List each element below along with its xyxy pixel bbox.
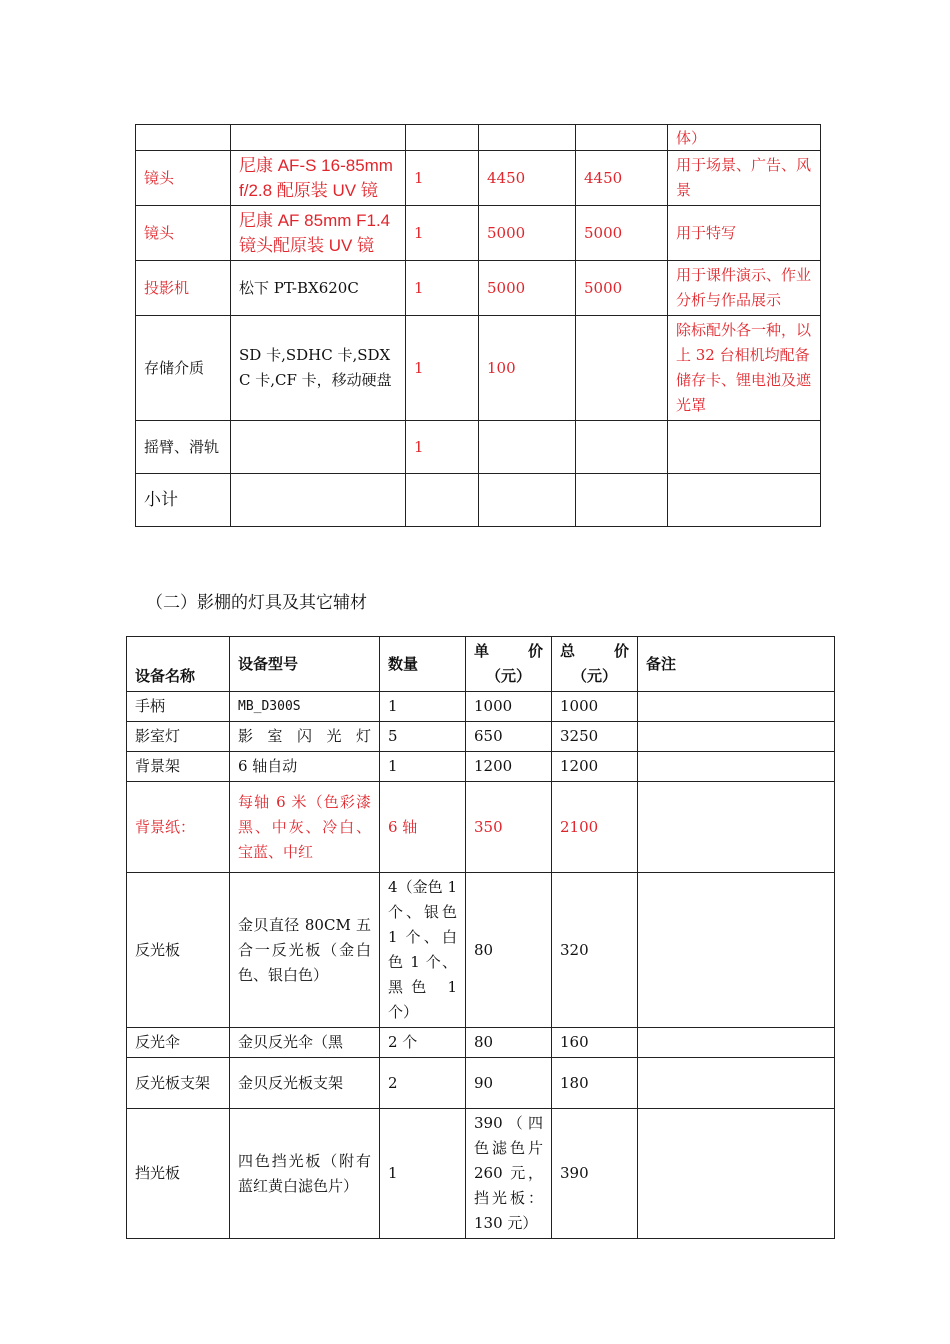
cell-note: 体）: [668, 125, 821, 151]
table-row: [136, 151, 821, 206]
cell-model: 尼康 AF 85mm F1.4 镜头配原装 UV 镜: [231, 206, 406, 261]
cell-name: 投影机: [136, 261, 231, 316]
cell-name: 反光伞: [127, 1028, 230, 1058]
cell-qty: 1: [406, 421, 479, 474]
cell-total: 1200: [552, 752, 638, 782]
cell-price: [479, 421, 576, 474]
cell-total: 5000: [576, 206, 668, 261]
cell-qty: 1: [406, 316, 479, 421]
cell-qty: 1: [380, 1109, 466, 1239]
cell-total: 4450: [576, 151, 668, 206]
table-row: [136, 206, 821, 261]
table-row: [136, 125, 821, 151]
cell-note: [638, 1028, 835, 1058]
table-row: [136, 261, 821, 316]
cell-qty: 6 轴: [380, 782, 466, 873]
cell-name: [136, 125, 231, 151]
cell-model: 松下 PT-BX620C: [231, 261, 406, 316]
cell-note: [638, 873, 835, 1028]
cell-price: 650: [466, 722, 552, 752]
table-row: [127, 1109, 835, 1239]
cell-model: 金贝反光板支架: [230, 1058, 380, 1109]
cell-qty: 1: [406, 151, 479, 206]
table-row: [127, 873, 835, 1028]
cell-price: 90: [466, 1058, 552, 1109]
cell-price: 350: [466, 782, 552, 873]
cell-model: MB_D300S: [230, 692, 380, 722]
cell-qty: 1: [380, 752, 466, 782]
cell-total: 5000: [576, 261, 668, 316]
cell-qty: 4（金色 1 个、银色 1 个、白色 1 个、黑色 1 个）: [380, 873, 466, 1028]
cell-qty: 5: [380, 722, 466, 752]
cell-model: SD 卡,SDHC 卡,SDXC 卡,CF 卡，移动硬盘: [231, 316, 406, 421]
cell-qty: 1: [406, 261, 479, 316]
header-total: 总 价 （元）: [552, 637, 638, 692]
cell-name: 背景纸：: [127, 782, 230, 873]
cell-total: 390: [552, 1109, 638, 1239]
cell-total: 160: [552, 1028, 638, 1058]
cell-qty: 2 个: [380, 1028, 466, 1058]
cell-price: 5000: [479, 206, 576, 261]
cell-total: 1000: [552, 692, 638, 722]
cell-name: 挡光板: [127, 1109, 230, 1239]
cell-name: 反光板支架: [127, 1058, 230, 1109]
cell-total: [576, 474, 668, 527]
cell-qty: [406, 474, 479, 527]
table-row: [127, 782, 835, 873]
cell-note: [638, 692, 835, 722]
cell-total: [576, 125, 668, 151]
header-model: 设备型号: [230, 637, 380, 692]
table-row: [127, 722, 835, 752]
cell-note: 用于课件演示、作业分析与作品展示: [668, 261, 821, 316]
cell-model: [231, 421, 406, 474]
cell-note: 除标配外各一种，以上 32 台相机均配备储存卡、锂电池及遮光罩: [668, 316, 821, 421]
cell-note: [668, 474, 821, 527]
cell-model: 金贝反光伞（黑: [230, 1028, 380, 1058]
cell-name: 影室灯: [127, 722, 230, 752]
cell-price: [479, 125, 576, 151]
cell-name: 手柄: [127, 692, 230, 722]
cell-qty: 1: [380, 692, 466, 722]
table-row: [136, 316, 821, 421]
cell-total: [576, 316, 668, 421]
cell-name: 小计: [136, 474, 231, 527]
cell-model: [231, 474, 406, 527]
cell-note: [638, 782, 835, 873]
cell-qty: 2: [380, 1058, 466, 1109]
table-row: [127, 752, 835, 782]
cell-model: 四色挡光板（附有蓝红黄白滤色片）: [230, 1109, 380, 1239]
cell-name: 反光板: [127, 873, 230, 1028]
cell-total: 2100: [552, 782, 638, 873]
cell-model: 金贝直径 80CM 五合一反光板（金白色、银白色）: [230, 873, 380, 1028]
cell-model: 影室闪光灯: [230, 722, 380, 752]
header-price: 单 价 （元）: [466, 637, 552, 692]
header-note: 备注: [638, 637, 835, 692]
header-name: 设备名称: [127, 637, 230, 692]
table-row: [127, 1028, 835, 1058]
cell-name: 背景架: [127, 752, 230, 782]
cell-note: 用于特写: [668, 206, 821, 261]
cell-price: 80: [466, 873, 552, 1028]
cell-name: 镜头: [136, 206, 231, 261]
cell-note: [638, 1109, 835, 1239]
equipment-table-continued: [135, 124, 821, 527]
cell-note: 用于场景、广告、风景: [668, 151, 821, 206]
cell-total: 180: [552, 1058, 638, 1109]
cell-name: 摇臂、滑轨: [136, 421, 231, 474]
cell-price: 5000: [479, 261, 576, 316]
studio-lighting-table: [126, 636, 835, 1239]
cell-total: 3250: [552, 722, 638, 752]
cell-note: [638, 1058, 835, 1109]
cell-name: 存储介质: [136, 316, 231, 421]
cell-model: 每轴 6 米（色彩漆黑、中灰、冷白、宝蓝、中红: [230, 782, 380, 873]
cell-price: 100: [479, 316, 576, 421]
cell-price: 4450: [479, 151, 576, 206]
cell-model: 6 轴自动: [230, 752, 380, 782]
cell-price: [479, 474, 576, 527]
cell-total: 320: [552, 873, 638, 1028]
cell-note: [668, 421, 821, 474]
cell-qty: 1: [406, 206, 479, 261]
cell-price: 1000: [466, 692, 552, 722]
section-title: （二）影棚的灯具及其它辅材: [146, 593, 367, 613]
cell-note: [638, 722, 835, 752]
table-row: [136, 421, 821, 474]
cell-note: [638, 752, 835, 782]
header-qty: 数量: [380, 637, 466, 692]
table-header-row: [127, 637, 835, 692]
cell-model: 尼康 AF-S 16-85mm f/2.8 配原装 UV 镜: [231, 151, 406, 206]
cell-price: 1200: [466, 752, 552, 782]
cell-price: 390（四色滤色片 260 元，挡光板：130 元）: [466, 1109, 552, 1239]
cell-total: [576, 421, 668, 474]
table-row-subtotal: [136, 474, 821, 527]
cell-name: 镜头: [136, 151, 231, 206]
cell-qty: [406, 125, 479, 151]
cell-price: 80: [466, 1028, 552, 1058]
table-row: [127, 1058, 835, 1109]
table-row: [127, 692, 835, 722]
cell-model: [231, 125, 406, 151]
